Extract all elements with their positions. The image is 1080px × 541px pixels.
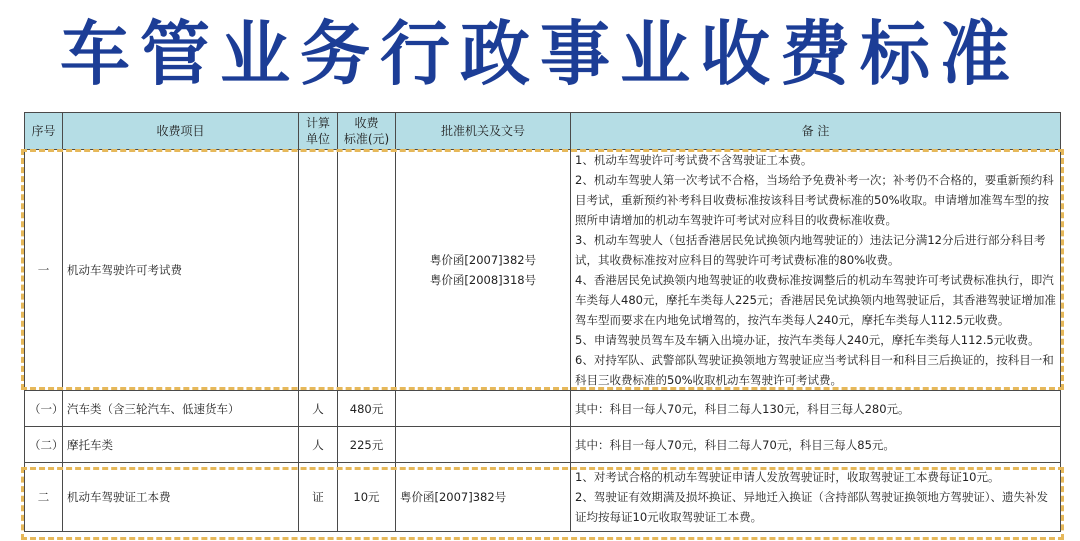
table-row [25,427,1061,463]
remark-line: 3、机动车驾驶人（包括香港居民免试换领内地驾驶证的）违法记分满12分后进行部分科目考试，其收费标准按对应科目的驾驶许可考试费标准的80%收费。 [575,233,1046,267]
remark-line: 2、机动车驾驶人第一次考试不合格，当场给予免费补考一次；补考仍不合格的，要重新预约科目考试，重新预约补考科目收费标准按该科目考试费标准的50%收取。申请增加准驾车型的按照所申请增加的机动车驾驶许可考试对应科目的收费标准收费。 [575,173,1054,227]
row-item: 摩托车类 [63,427,299,463]
remark-line: 1、机动车驾驶许可考试费不含驾驶证工本费。 [575,153,813,167]
table-row [25,391,1061,427]
header-item: 收费项目 [63,113,299,150]
approval-line: 粤价函[2007]382号 [429,253,537,267]
row-item: 汽车类（含三轮汽车、低速货车） [63,391,299,427]
row-approval [396,150,571,391]
row-approval [396,391,571,427]
header-fee-line2: 标准(元) [343,132,390,146]
remark-line: 2、驾驶证有效期满及损坏换证、异地迁入换证（含持部队驾驶证换领地方驾驶证）、遗失补发证均按每证10元收取驾驶证工本费。 [575,490,1049,524]
header-unit-line2: 单位 [305,132,330,146]
remark-line: 4、香港居民免试换领内地驾驶证的收费标准按调整后的机动车驾驶许可考试费标准执行，即汽车类每人480元，摩托车类每人225元；香港居民免试换领内地驾驶证后，其香港驾驶证增加准驾车型而要求在内地免试增驾的，按汽车类每人240元，摩托车类每人112.5元收费。 [575,273,1056,327]
remark-line: 6、对持军队、武警部队驾驶证换领地方驾驶证应当考试科目一和科目三后换证的，按科目一和科目三收费标准的50%收取机动车驾驶许可考试费。 [575,353,1054,387]
row-unit: 证 [299,463,338,532]
row-unit [299,150,338,391]
header-fee [338,113,396,150]
page-title: 车管业务行政事业收费标准 [60,13,1020,95]
row-approval [396,427,571,463]
header-fee-line1: 收费 [354,116,379,130]
header-approval: 批准机关及文号 [396,113,571,150]
header-unit [299,113,338,150]
row-fee: 225元 [338,427,396,463]
row-remarks: 其中：科目一每人70元，科目二每人70元，科目三每人85元。 [571,427,1061,463]
header-seq: 序号 [25,113,63,150]
row-fee [338,150,396,391]
approval-line: 粤价函[2008]318号 [429,273,537,287]
row-fee: 480元 [338,391,396,427]
row-item: 机动车驾驶许可考试费 [63,150,299,391]
row-seq: （二） [25,427,63,463]
table-header-row [25,113,1061,150]
row-approval: 粤价函[2007]382号 [396,463,571,532]
row-unit: 人 [299,391,338,427]
row-seq: （一） [25,391,63,427]
row-remarks [571,150,1061,391]
row-remarks [571,463,1061,532]
remark-line: 1、对考试合格的机动车驾驶证申请人发放驾驶证时，收取驾驶证工本费每证10元。 [575,470,1000,484]
row-remarks: 其中：科目一每人70元，科目二每人130元，科目三每人280元。 [571,391,1061,427]
header-unit-line1: 计算 [305,116,330,130]
table-row [25,463,1061,532]
fee-table [24,112,1061,532]
row-unit: 人 [299,427,338,463]
header-remarks: 备 注 [571,113,1061,150]
row-seq: 一 [25,150,63,391]
row-seq: 二 [25,463,63,532]
remark-line: 5、申请驾驶员驾车及车辆入出境办证，按汽车类每人240元，摩托车类每人112.5元收费。 [575,333,1040,347]
table-row [25,150,1061,391]
row-fee: 10元 [338,463,396,532]
row-item: 机动车驾驶证工本费 [63,463,299,532]
